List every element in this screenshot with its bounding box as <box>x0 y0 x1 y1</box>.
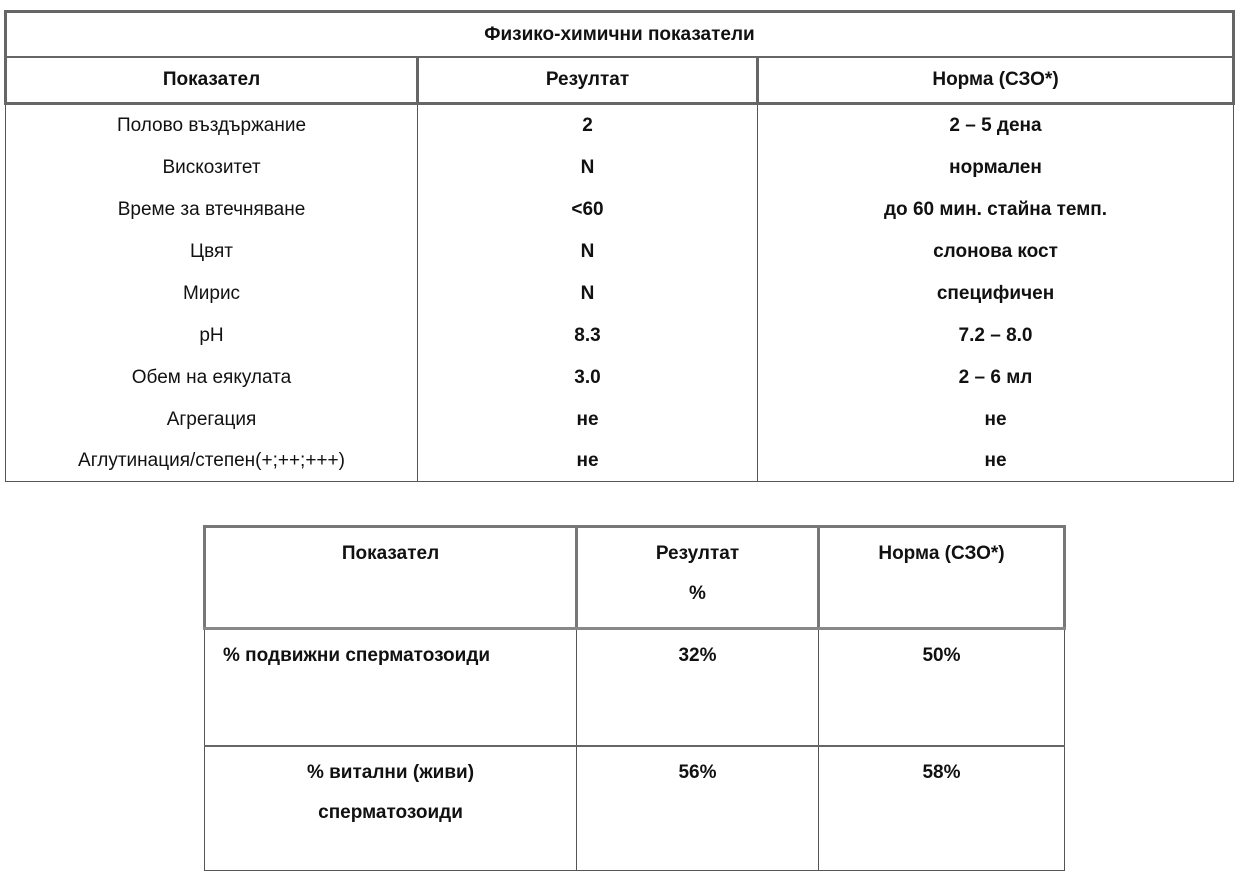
table-header-row <box>205 527 1065 629</box>
table-row <box>6 315 1234 357</box>
indicator-cell: pH <box>6 315 418 357</box>
header-norm-label: Норма (СЗО*) <box>878 543 1005 564</box>
indicator-label: % витални (живи) <box>306 762 475 783</box>
table-row <box>6 104 1234 148</box>
header-result-unit: % <box>689 583 706 604</box>
norm-cell: 58% <box>819 746 1065 871</box>
header-result: Резултат <box>418 57 758 104</box>
result-cell: N <box>418 273 758 315</box>
result-cell: N <box>418 147 758 189</box>
indicator-cell: Обем на еякулата <box>6 357 418 399</box>
result-cell: N <box>418 231 758 273</box>
header-result <box>577 527 819 629</box>
result-cell: <60 <box>418 189 758 231</box>
table-row <box>6 357 1234 399</box>
header-indicator-label: Показател <box>341 543 440 564</box>
indicator-label: % подвижни сперматозоиди <box>223 645 491 666</box>
norm-cell: не <box>758 399 1234 441</box>
header-norm: Норма (СЗО*) <box>758 57 1234 104</box>
result-cell: 3.0 <box>418 357 758 399</box>
norm-cell: не <box>758 441 1234 482</box>
indicator-cell: Полово въздържание <box>6 104 418 148</box>
result-cell: не <box>418 399 758 441</box>
indicator-cell <box>205 629 577 747</box>
indicator-cell: Време за втечняване <box>6 189 418 231</box>
indicator-cell: Цвят <box>6 231 418 273</box>
header-result-label: Резултат <box>655 543 740 564</box>
result-cell: 32% <box>577 629 819 747</box>
table-title: Физико-химични показатели <box>6 12 1234 58</box>
result-cell: 2 <box>418 104 758 148</box>
result-cell: 8.3 <box>418 315 758 357</box>
norm-cell: 2 – 5 дена <box>758 104 1234 148</box>
norm-cell: нормален <box>758 147 1234 189</box>
norm-cell: слонова кост <box>758 231 1234 273</box>
table-row <box>6 441 1234 482</box>
table-row <box>205 629 1065 747</box>
header-indicator <box>205 527 577 629</box>
table-row <box>205 746 1065 871</box>
motility-vitality-table <box>203 525 1066 871</box>
table-row <box>6 231 1234 273</box>
table-row <box>6 273 1234 315</box>
norm-cell: до 60 мин. стайна темп. <box>758 189 1234 231</box>
table-row <box>6 189 1234 231</box>
indicator-label-continued: сперматозоиди <box>318 802 463 823</box>
result-cell: не <box>418 441 758 482</box>
indicator-cell: Агрегация <box>6 399 418 441</box>
table-row <box>6 147 1234 189</box>
norm-cell: 50% <box>819 629 1065 747</box>
norm-cell: 2 – 6 мл <box>758 357 1234 399</box>
physico-chemical-table <box>4 10 1235 482</box>
header-indicator: Показател <box>6 57 418 104</box>
norm-cell: специфичен <box>758 273 1234 315</box>
indicator-cell: Вискозитет <box>6 147 418 189</box>
indicator-cell: Мирис <box>6 273 418 315</box>
result-cell: 56% <box>577 746 819 871</box>
table-row <box>6 399 1234 441</box>
indicator-cell: Аглутинация/степен(+;++;+++) <box>6 441 418 482</box>
table-header-row <box>6 57 1234 104</box>
header-norm <box>819 527 1065 629</box>
norm-cell: 7.2 – 8.0 <box>758 315 1234 357</box>
indicator-cell <box>205 746 577 871</box>
